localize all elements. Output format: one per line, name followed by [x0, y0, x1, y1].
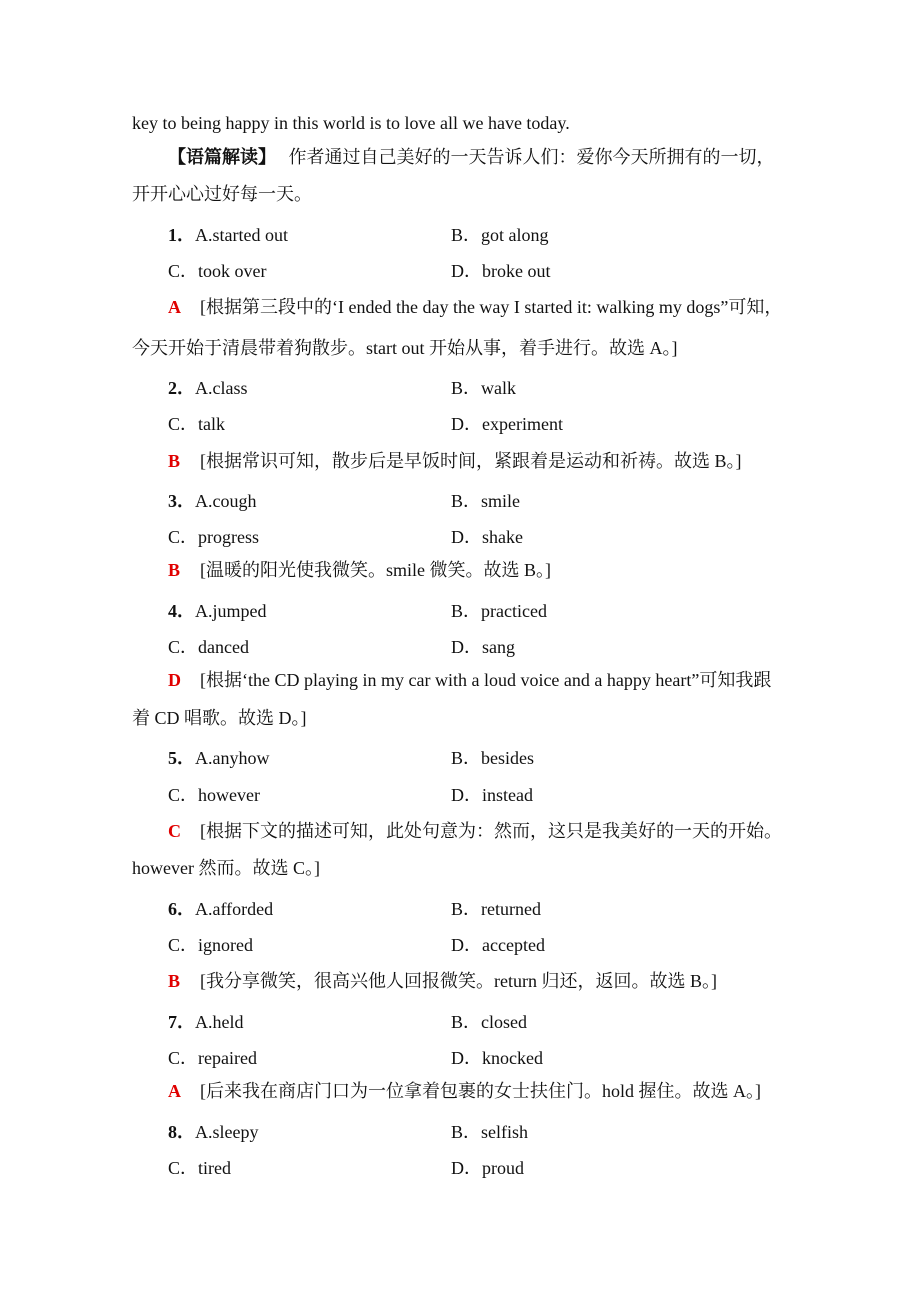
- option-text: A.class: [195, 378, 248, 398]
- question-7-option-b: B．closed: [451, 1012, 527, 1032]
- question-number: 6．: [168, 899, 195, 919]
- question-2-option-c: C．talk: [168, 414, 225, 434]
- option-text: A.sleepy: [195, 1122, 259, 1142]
- question-1-answer: A: [168, 297, 181, 317]
- question-7-explanation-1: [后来我在商店门口为一位拿着包裹的女士扶住门。hold 握住。故选 A。]: [200, 1081, 761, 1101]
- question-3-explanation-1: [温暖的阳光使我微笑。smile 微笑。故选 B。]: [200, 560, 551, 580]
- question-number: 1．: [168, 225, 195, 245]
- question-4-option-a: [168, 599, 267, 623]
- question-4-option-c: C．danced: [168, 637, 249, 657]
- question-4-answer: D: [168, 670, 181, 690]
- question-3-option-a: [168, 489, 257, 513]
- question-5-option-a: [168, 746, 270, 770]
- question-2-option-a: [168, 376, 248, 400]
- question-5-explanation-1: [根据下文的描述可知，此处句意为：然而，这只是我美好的一天的开始。: [200, 821, 782, 841]
- question-6-explanation-1: [我分享微笑，很高兴他人回报微笑。return 归还，返回。故选 B。]: [200, 971, 717, 991]
- question-number: 4．: [168, 601, 195, 621]
- question-number: 3．: [168, 491, 195, 511]
- analysis-line-1: [168, 145, 775, 169]
- question-3-option-d: D．shake: [451, 527, 523, 547]
- question-3-option-c: C．progress: [168, 527, 259, 547]
- option-text: A.jumped: [195, 601, 267, 621]
- passage-last-line: key to being happy in this world is to love all we have today.: [132, 113, 570, 133]
- question-6-option-a: [168, 897, 273, 921]
- question-4-option-d: D．sang: [451, 637, 515, 657]
- question-4-explanation-1: [根据‘the CD playing in my car with a loud voice and a happy heart”可知我跟: [200, 670, 772, 690]
- question-1-option-a: [168, 223, 288, 247]
- question-5-option-b: B．besides: [451, 748, 534, 768]
- option-text: A.anyhow: [195, 748, 270, 768]
- question-5-answer: C: [168, 821, 181, 841]
- question-6-option-c: C．ignored: [168, 935, 253, 955]
- analysis-text-1: 作者通过自己美好的一天告诉人们：爱你今天所拥有的一切，: [288, 147, 775, 167]
- question-2-explanation-1: [根据常识可知，散步后是早饭时间，紧跟着是运动和祈祷。故选 B。]: [200, 451, 742, 471]
- analysis-line-2: 开开心心过好每一天。: [132, 184, 312, 204]
- question-number: 7．: [168, 1012, 195, 1032]
- question-1-option-c: C．took over: [168, 261, 267, 281]
- question-number: 2．: [168, 378, 195, 398]
- option-text: A.afforded: [195, 899, 274, 919]
- question-2-answer: B: [168, 451, 181, 471]
- question-5-option-c: C．however: [168, 785, 260, 805]
- question-6-answer: B: [168, 971, 181, 991]
- question-2-option-b: B．walk: [451, 378, 516, 398]
- question-7-option-c: C．repaired: [168, 1048, 257, 1068]
- question-number: 8．: [168, 1122, 195, 1142]
- question-4-explanation-2: 着 CD 唱歌。故选 D。]: [132, 708, 307, 728]
- question-8-option-a: [168, 1120, 258, 1144]
- question-1-option-b: B．got along: [451, 225, 549, 245]
- question-8-option-d: D．proud: [451, 1158, 524, 1178]
- option-text: A.started out: [195, 225, 288, 245]
- question-7-answer: A: [168, 1081, 181, 1101]
- question-3-answer: B: [168, 560, 181, 580]
- question-6-option-d: D．accepted: [451, 935, 545, 955]
- question-3-option-b: B．smile: [451, 491, 521, 511]
- question-8-option-c: C．tired: [168, 1158, 231, 1178]
- question-7-option-d: D．knocked: [451, 1048, 543, 1068]
- question-6-option-b: B．returned: [451, 899, 541, 919]
- question-1-option-d: D．broke out: [451, 261, 551, 281]
- question-4-option-b: B．practiced: [451, 601, 547, 621]
- question-1-explanation-1: [根据第三段中的‘I ended the day the way I started it: walking my dogs”可知，: [200, 297, 783, 317]
- question-number: 5．: [168, 748, 195, 768]
- question-7-option-a: [168, 1010, 244, 1034]
- question-8-option-b: B．selfish: [451, 1122, 529, 1142]
- question-2-option-d: D．experiment: [451, 414, 563, 434]
- question-5-option-d: D．instead: [451, 785, 533, 805]
- question-1-explanation-2: 今天开始于清晨带着狗散步。start out 开始从事，着手进行。故选 A。]: [132, 338, 678, 358]
- question-5-explanation-2: however 然而。故选 C。]: [132, 858, 320, 878]
- option-text: A.cough: [195, 491, 257, 511]
- option-text: A.held: [195, 1012, 244, 1032]
- analysis-title: 【语篇解读】: [168, 147, 276, 167]
